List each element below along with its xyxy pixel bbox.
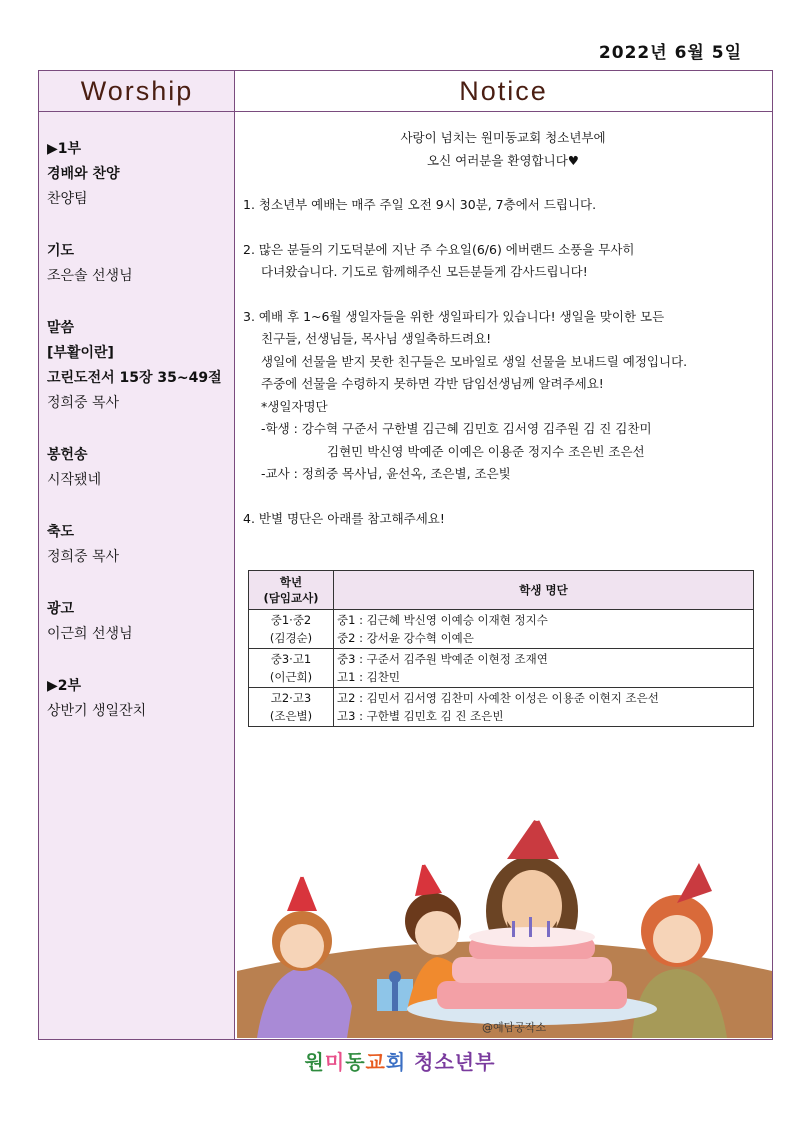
grade-cell: 중3·고1 (이근희) <box>249 649 334 688</box>
welcome-line-1: 사랑이 넘치는 원미동교회 청소년부에 <box>400 130 606 145</box>
grade-cell: 중1·중2 (김경순) <box>249 610 334 649</box>
birthday-party-illustration <box>237 761 772 1038</box>
list-spacer <box>47 647 227 674</box>
church-footer-title <box>0 1046 800 1075</box>
footer-title-part: 원 <box>304 1050 325 1074</box>
welcome-line-2: 오신 여러분을 환영합니다♥ <box>427 152 579 168</box>
birthday-students-2: 김현민 박신영 박예준 이예은 이용준 정지수 조은빈 조은선 <box>327 443 645 459</box>
notice-item-3-line2: 친구들, 선생님들, 목사님 생일축하드려요! <box>261 331 492 346</box>
notice-item-1: 1. 청소년부 예배는 매주 주일 오전 9시 30분, 7층에서 드립니다. <box>243 197 597 212</box>
worship-item: ▶1부 <box>47 141 82 157</box>
bulletin-frame <box>38 70 773 1040</box>
worship-item: 상반기 생일잔치 <box>47 703 147 719</box>
birthday-students-1: -학생 : 강수혁 구준서 구한별 김근혜 김민호 김서영 김주원 김 진 김찬미 <box>261 421 652 436</box>
worship-order-list <box>47 137 227 724</box>
list-spacer <box>47 212 227 239</box>
students-cell: 중1 : 김근혜 박신영 이예승 이재현 정지수 중2 : 강서윤 강수혁 이예은 <box>334 610 754 649</box>
bulletin-date: 2022년 6월 5일 <box>598 43 742 63</box>
students-cell: 고2 : 김민서 김서영 김찬미 사예찬 이성은 이용준 이현지 조은선 고3 : 구한별 김민호 김 진 조은빈 <box>334 688 754 727</box>
worship-item: 찬양팀 <box>47 191 88 207</box>
class-roster-table <box>248 570 754 727</box>
table-row <box>249 610 754 649</box>
list-spacer <box>47 570 227 597</box>
grade-cell: 고2·고3 (조은별) <box>249 688 334 727</box>
worship-item: 기도 <box>47 243 75 259</box>
notice-item-3: 3. 예배 후 1~6월 생일자들을 위한 생일파티가 있습니다! 생일을 맞이한 모든 <box>243 308 665 324</box>
notice-item-2: 2. 많은 분들의 기도덕분에 지난 주 수요일(6/6) 에버랜드 소풍을 무사히 <box>243 241 635 257</box>
footer-title-part: 회 <box>385 1050 407 1074</box>
worship-item: 정희중 목사 <box>47 549 120 565</box>
worship-item: 고린도전서 15장 35~49절 <box>47 370 222 386</box>
footer-title-part: 동 <box>345 1050 366 1074</box>
notice-item-3-line3: 생일에 선물을 받지 못한 친구들은 모바일로 생일 선물을 보내드릴 예정입니다. <box>261 353 688 369</box>
table-row <box>249 688 754 727</box>
table-row <box>249 649 754 688</box>
notice-item-4: 4. 반별 명단은 아래를 참고해주세요! <box>243 510 445 526</box>
table-head-grade: 학년 (담임교사) <box>249 571 334 610</box>
birthday-teachers: -교사 : 정희중 목사님, 윤선옥, 조은별, 조은빛 <box>261 466 511 481</box>
list-spacer <box>47 493 227 520</box>
worship-item: 조은솔 선생님 <box>47 268 133 284</box>
notice-item-3-line4: 주중에 선물을 수령하지 못하면 각반 담임선생님께 알려주세요! <box>261 376 604 391</box>
list-spacer <box>47 416 227 443</box>
worship-item: 말씀 <box>47 320 75 336</box>
worship-item: 시작됐네 <box>47 472 102 488</box>
footer-title-part: 청소년부 <box>406 1050 496 1074</box>
footer-title-part: 미 <box>324 1050 346 1074</box>
worship-item: 이근희 선생님 <box>47 626 133 642</box>
notice-header: Notice <box>235 71 772 112</box>
list-spacer <box>47 289 227 316</box>
worship-item: 축도 <box>47 524 75 540</box>
worship-item: [부활이란] <box>47 345 114 361</box>
table-head-students: 학생 명단 <box>334 571 754 610</box>
worship-item: ▶2부 <box>47 678 82 694</box>
worship-item: 정희중 목사 <box>47 395 120 411</box>
worship-item: 봉헌송 <box>47 447 88 463</box>
birthday-list-label: *생일자명단 <box>261 398 328 414</box>
notice-item-2-cont: 다녀왔습니다. 기도로 함께해주신 모든분들게 감사드립니다! <box>261 264 588 279</box>
students-cell: 중3 : 구준서 김주원 박예준 이현정 조재연 고1 : 김찬민 <box>334 649 754 688</box>
worship-header: Worship <box>39 71 235 112</box>
worship-item: 광고 <box>47 601 75 617</box>
illustration-credit: @예담공작소 <box>482 1021 547 1034</box>
footer-title-part: 교 <box>365 1050 386 1074</box>
notice-content <box>243 127 763 530</box>
worship-item: 경배와 찬양 <box>47 166 120 182</box>
